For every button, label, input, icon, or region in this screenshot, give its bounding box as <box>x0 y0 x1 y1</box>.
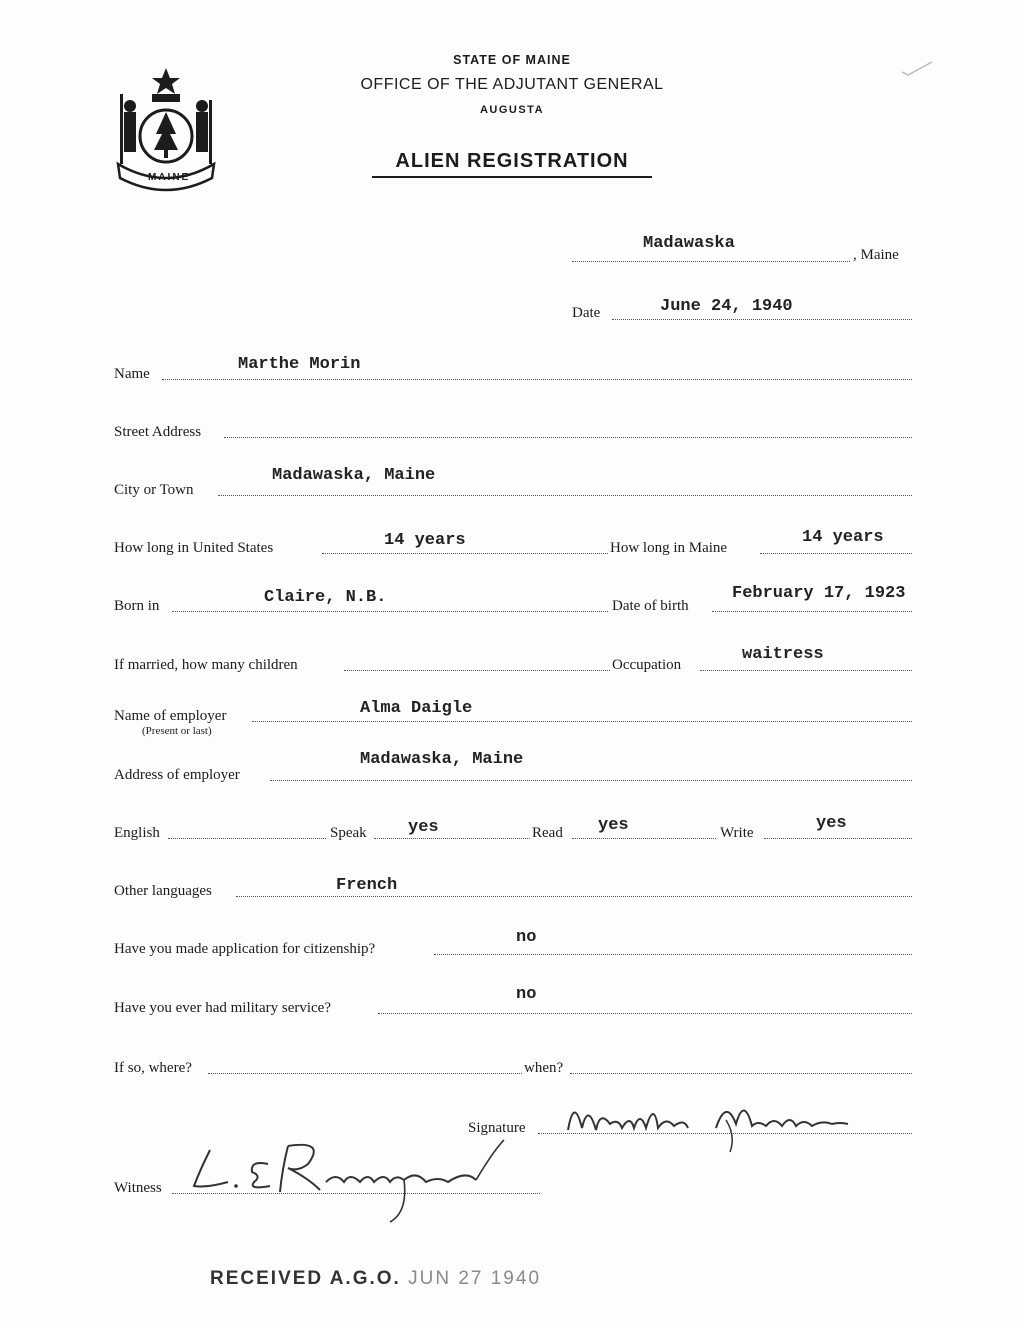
us-duration-label: How long in United States <box>114 540 274 556</box>
received-stamp-date: JUN 27 1940 <box>408 1268 542 1289</box>
born-value[interactable]: Claire, N.B. <box>264 588 387 607</box>
town-suffix: , Maine <box>853 247 899 263</box>
where-line <box>208 1073 522 1074</box>
other-languages-label: Other languages <box>114 883 212 899</box>
witness-signature[interactable] <box>176 1130 526 1230</box>
maine-duration-value[interactable]: 14 years <box>802 528 884 547</box>
dob-value[interactable]: February 17, 1923 <box>732 584 906 603</box>
city-value[interactable]: Madawaska, Maine <box>272 466 436 485</box>
header-city: AUGUSTA <box>479 104 545 116</box>
citizenship-line <box>434 954 912 955</box>
other-languages-value[interactable]: French <box>336 876 398 895</box>
street-label: Street Address <box>114 424 202 440</box>
town-line <box>572 261 850 262</box>
write-line <box>764 838 912 839</box>
speak-label: Speak <box>330 825 367 841</box>
born-line <box>172 611 608 612</box>
born-label: Born in <box>114 598 160 614</box>
signature-label: Signature <box>468 1120 526 1136</box>
where-label: If so, where? <box>114 1060 192 1076</box>
date-value[interactable]: June 24, 1940 <box>660 297 793 316</box>
employer-sublabel: (Present or last) <box>142 725 212 737</box>
street-line <box>224 437 912 438</box>
read-value[interactable]: yes <box>598 816 629 835</box>
when-line <box>570 1073 912 1074</box>
date-line <box>612 319 912 320</box>
dob-label: Date of birth <box>612 598 689 614</box>
header-office: OFFICE OF THE ADJUTANT GENERAL <box>360 76 664 93</box>
military-label: Have you ever had military service? <box>114 1000 331 1016</box>
witness-label: Witness <box>114 1180 162 1196</box>
employer-label: Name of employer <box>114 708 227 724</box>
military-line <box>378 1013 912 1014</box>
date-label: Date <box>572 305 601 321</box>
maine-duration-line <box>760 553 912 554</box>
seal-banner-text: MAINE <box>148 172 191 183</box>
read-label: Read <box>532 825 563 841</box>
dob-line <box>712 611 912 612</box>
check-mark-icon <box>900 60 934 76</box>
employer-value[interactable]: Alma Daigle <box>360 699 473 718</box>
maine-duration-label: How long in Maine <box>610 540 728 556</box>
speak-line <box>374 838 530 839</box>
us-duration-line <box>322 553 608 554</box>
english-line <box>168 838 326 839</box>
write-value[interactable]: yes <box>816 814 847 833</box>
children-label: If married, how many children <box>114 657 298 673</box>
us-duration-value[interactable]: 14 years <box>384 531 466 550</box>
citizenship-value[interactable]: no <box>516 928 537 947</box>
name-label: Name <box>114 366 150 382</box>
occupation-label: Occupation <box>612 657 682 673</box>
employer-line <box>252 721 912 722</box>
english-label: English <box>114 825 160 841</box>
city-label: City or Town <box>114 482 194 498</box>
occupation-line <box>700 670 912 671</box>
when-label: when? <box>524 1060 564 1076</box>
applicant-signature[interactable] <box>560 1090 860 1156</box>
occupation-value[interactable]: waitress <box>742 645 824 664</box>
name-value[interactable]: Marthe Morin <box>238 355 361 374</box>
form-title: ALIEN REGISTRATION <box>372 150 652 178</box>
employer-address-value[interactable]: Madawaska, Maine <box>360 750 524 769</box>
town-value[interactable]: Madawaska <box>643 234 735 253</box>
military-value[interactable]: no <box>516 985 537 1004</box>
speak-value[interactable]: yes <box>408 818 439 837</box>
children-line <box>344 670 610 671</box>
write-label: Write <box>720 825 754 841</box>
employer-address-line <box>270 780 912 781</box>
name-line <box>162 379 912 380</box>
received-stamp-label: RECEIVED A.G.O. <box>210 1268 401 1289</box>
employer-address-label: Address of employer <box>114 767 240 783</box>
received-stamp <box>210 1268 541 1290</box>
citizenship-label: Have you made application for citizenship? <box>114 941 376 957</box>
city-line <box>218 495 912 496</box>
other-languages-line <box>236 896 912 897</box>
header-state: STATE OF MAINE <box>453 53 571 67</box>
read-line <box>572 838 716 839</box>
